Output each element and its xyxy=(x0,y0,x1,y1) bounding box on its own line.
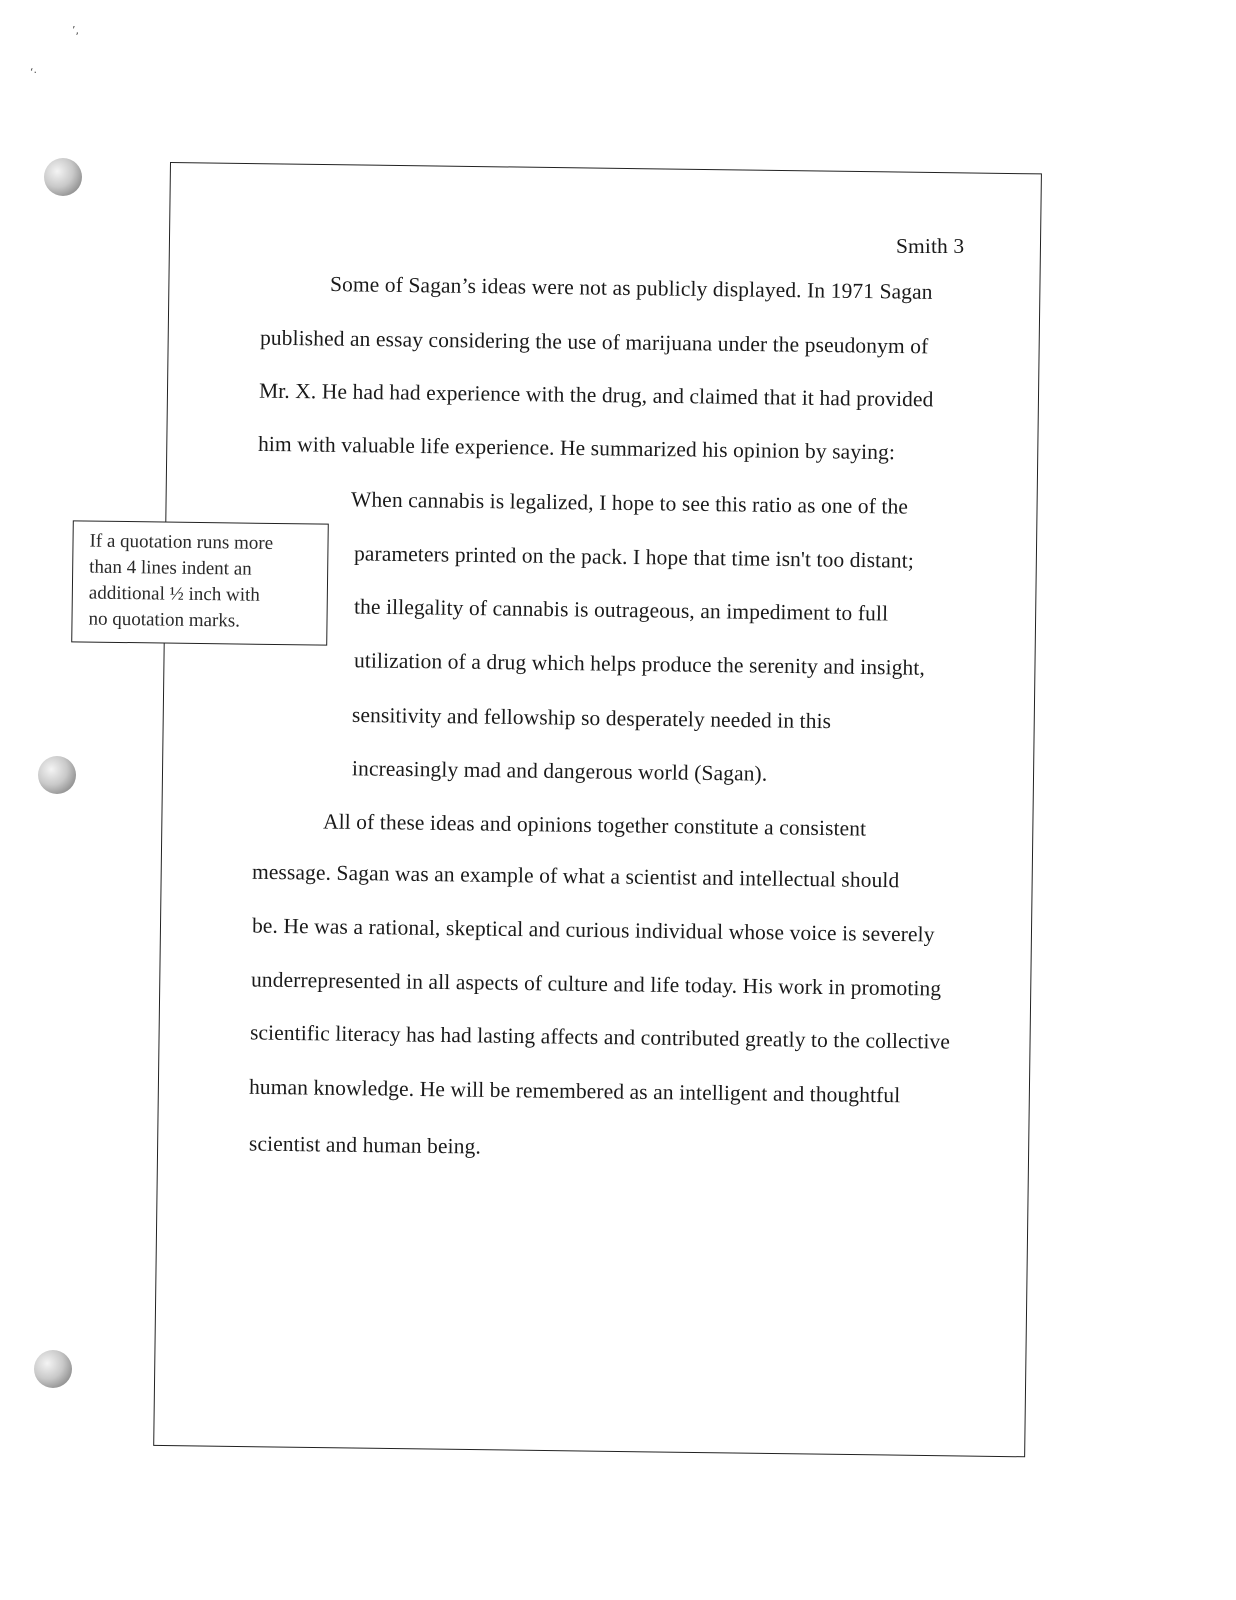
paragraph-2-line: message. Sagan was an example of what a scientist and intellectual should xyxy=(251,859,900,893)
binder-hole-top xyxy=(44,158,82,196)
block-quote-line: sensitivity and fellowship so desperately needed in this xyxy=(351,702,832,734)
paragraph-2-line: be. He was a rational, skeptical and curious individual whose voice is severely xyxy=(251,913,935,947)
paragraph-2-line: human knowledge. He will be remembered as an intelligent and thoughtful xyxy=(248,1074,901,1108)
paragraph-2-line: scientist and human being. xyxy=(248,1131,482,1159)
binder-hole-middle xyxy=(38,756,76,794)
annotation-note-line: additional ½ inch with xyxy=(88,582,260,606)
block-quote-line: parameters printed on the pack. I hope that time isn't too distant; xyxy=(353,541,915,573)
annotation-note-line: than 4 lines indent an xyxy=(89,556,252,580)
annotation-note xyxy=(71,520,329,645)
paragraph-2-line: underrepresented in all aspects of culture and life today. His work in promoting xyxy=(250,967,942,1001)
scan-speck: ’, xyxy=(72,24,79,37)
paragraph-1-line: published an essay considering the use of marijuana under the pseudonym of xyxy=(259,325,929,359)
paragraph-2-line: scientific literacy has had lasting affects and contributed greatly to the collective xyxy=(249,1020,951,1054)
paragraph-1-line: him with valuable life experience. He summarized his opinion by saying: xyxy=(257,431,896,465)
binder-hole-bottom xyxy=(34,1350,72,1388)
paragraph-2-line: All of these ideas and opinions together constitute a consistent xyxy=(322,809,867,841)
paragraph-1-line: Some of Sagan’s ideas were not as publicly displayed. In 1971 Sagan xyxy=(329,272,933,304)
block-quote-line: utilization of a drug which helps produce the serenity and insight, xyxy=(353,648,926,680)
annotation-note-line: If a quotation runs more xyxy=(89,530,274,554)
annotation-note-line: no quotation marks. xyxy=(88,608,241,632)
page-number: Smith 3 xyxy=(896,234,965,258)
scan-speck: ‘· xyxy=(30,66,37,79)
block-quote-line: increasingly mad and dangerous world (Sagan). xyxy=(351,756,768,786)
paragraph-1-line: Mr. X. He had had experience with the drug, and claimed that it had provided xyxy=(258,378,934,412)
block-quote-line: the illegality of cannabis is outrageous, an impediment to full xyxy=(353,594,889,626)
block-quote-line: When cannabis is legalized, I hope to see this ratio as one of the xyxy=(350,487,909,519)
